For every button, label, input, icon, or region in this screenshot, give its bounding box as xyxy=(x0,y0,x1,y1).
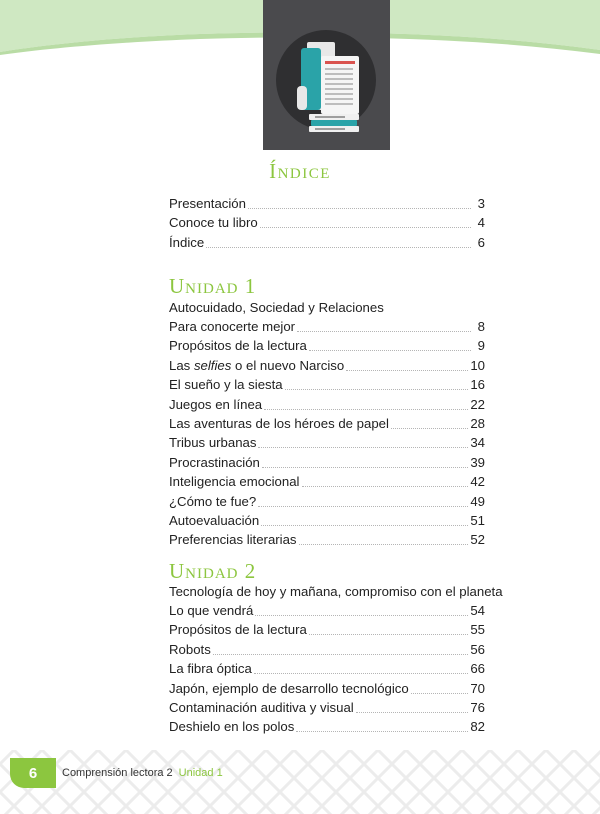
entry-page-number: 56 xyxy=(470,641,485,657)
toc-entry[interactable] xyxy=(169,357,485,375)
toc-entry[interactable] xyxy=(169,415,485,433)
entry-label: Las selfies o el nuevo Narciso xyxy=(169,357,345,373)
footer-lattice-pattern xyxy=(0,750,600,814)
dot-leader xyxy=(258,447,468,448)
entry-label: Lo que vendrá xyxy=(169,603,254,618)
entry-page-number: 52 xyxy=(470,532,485,548)
toc-entry[interactable] xyxy=(169,680,485,698)
dot-leader xyxy=(297,331,471,332)
entry-page-number: 55 xyxy=(470,622,485,638)
unit-1-heading: Unidad 1 xyxy=(169,274,257,298)
toc-entry[interactable] xyxy=(169,718,485,736)
toc-entry[interactable] xyxy=(169,641,485,659)
entry-label: El sueño y la siesta xyxy=(169,377,283,393)
footer-unit-label: Unidad 1 xyxy=(178,767,223,779)
entry-page-number: 49 xyxy=(470,493,485,509)
dot-leader xyxy=(296,731,468,732)
entry-page-number: 76 xyxy=(470,700,485,715)
toc-entry[interactable] xyxy=(169,376,485,394)
entry-label: Tribus urbanas xyxy=(169,435,257,451)
dot-leader xyxy=(299,544,469,545)
documents-stack-icon xyxy=(263,0,390,150)
toc-entry[interactable] xyxy=(169,699,485,717)
toc-entry[interactable] xyxy=(169,318,485,336)
dot-leader xyxy=(206,247,471,248)
toc-entry[interactable] xyxy=(169,621,485,639)
entry-label: ¿Cómo te fue? xyxy=(169,493,257,509)
toc-entry[interactable] xyxy=(169,512,485,530)
toc-entry[interactable] xyxy=(169,454,485,472)
entry-page-number: 9 xyxy=(477,338,485,354)
entry-label: Las aventuras de los héroes de papel xyxy=(169,416,389,431)
unit-2-heading: Unidad 2 xyxy=(169,559,257,583)
dot-leader xyxy=(356,712,469,713)
entry-label: Inteligencia emocional xyxy=(169,474,300,490)
entry-label: Robots xyxy=(169,641,211,657)
book-title: Comprensión lectora 2 xyxy=(62,767,173,779)
entry-label: Para conocerte mejor xyxy=(169,319,296,334)
entry-page-number: 70 xyxy=(470,680,485,696)
dot-leader xyxy=(264,409,468,410)
entry-label: Contaminación auditiva y visual xyxy=(169,700,354,715)
page-number-tab xyxy=(10,758,56,788)
toc-entry[interactable] xyxy=(169,396,485,414)
entry-page-number: 51 xyxy=(470,513,485,528)
toc-entry[interactable] xyxy=(169,214,485,232)
toc-entry[interactable] xyxy=(169,493,485,511)
toc-entry[interactable] xyxy=(169,602,485,620)
toc-entry[interactable] xyxy=(169,434,485,452)
entry-label: Preferencias literarias xyxy=(169,532,297,548)
entry-label: Presentación xyxy=(169,196,246,211)
entry-label: Juegos en línea xyxy=(169,396,263,412)
dot-leader xyxy=(285,389,469,390)
toc-entry[interactable] xyxy=(169,531,485,549)
dot-leader xyxy=(302,486,469,487)
dot-leader xyxy=(346,370,468,371)
entry-label: Procrastinación xyxy=(169,454,260,470)
entry-page-number: 28 xyxy=(470,416,485,431)
toc-entry[interactable] xyxy=(169,473,485,491)
entry-page-number: 16 xyxy=(470,377,485,393)
entry-label: Deshielo en los polos xyxy=(169,719,295,735)
dot-leader xyxy=(255,615,468,616)
entry-page-number: 6 xyxy=(477,234,485,250)
dot-leader xyxy=(261,525,468,526)
toc-entry[interactable] xyxy=(169,337,485,355)
dot-leader xyxy=(213,654,469,655)
dot-leader xyxy=(309,350,471,351)
dot-leader xyxy=(248,208,471,209)
entry-page-number: 54 xyxy=(470,603,485,618)
entry-page-number: 82 xyxy=(470,719,485,735)
dot-leader xyxy=(254,673,468,674)
dot-leader xyxy=(262,467,468,468)
entry-label: Autoevaluación xyxy=(169,513,260,528)
dot-leader xyxy=(411,693,469,694)
toc-entry[interactable] xyxy=(169,660,485,678)
entry-page-number: 22 xyxy=(470,396,485,412)
toc-entry[interactable] xyxy=(169,234,485,252)
entry-page-number: 8 xyxy=(477,319,485,334)
entry-label: Índice xyxy=(169,234,205,250)
dot-leader xyxy=(260,227,471,228)
unit-2-subtitle: Tecnología de hoy y mañana, compromiso con el planeta xyxy=(169,584,503,599)
entry-label: Conoce tu libro xyxy=(169,215,258,231)
entry-page-number: 42 xyxy=(470,474,485,490)
entry-page-number: 66 xyxy=(470,661,485,677)
page-number: 6 xyxy=(28,764,38,782)
page-title: Índice xyxy=(269,159,331,183)
entry-page-number: 10 xyxy=(470,357,485,373)
entry-page-number: 34 xyxy=(470,435,485,451)
toc-entry[interactable] xyxy=(169,195,485,213)
entry-page-number: 39 xyxy=(470,454,485,470)
dot-leader xyxy=(309,634,469,635)
header-icon-box xyxy=(263,0,390,150)
footer-caption xyxy=(62,767,223,779)
entry-label: La fibra óptica xyxy=(169,661,252,677)
dot-leader xyxy=(391,428,468,429)
entry-label: Propósitos de la lectura xyxy=(169,338,307,354)
entry-page-number: 4 xyxy=(477,215,485,231)
entry-label: Propósitos de la lectura xyxy=(169,622,307,638)
unit-1-subtitle: Autocuidado, Sociedad y Relaciones xyxy=(169,300,384,315)
entry-page-number: 3 xyxy=(477,196,485,211)
dot-leader xyxy=(258,506,468,507)
entry-label: Japón, ejemplo de desarrollo tecnológico xyxy=(169,680,409,696)
